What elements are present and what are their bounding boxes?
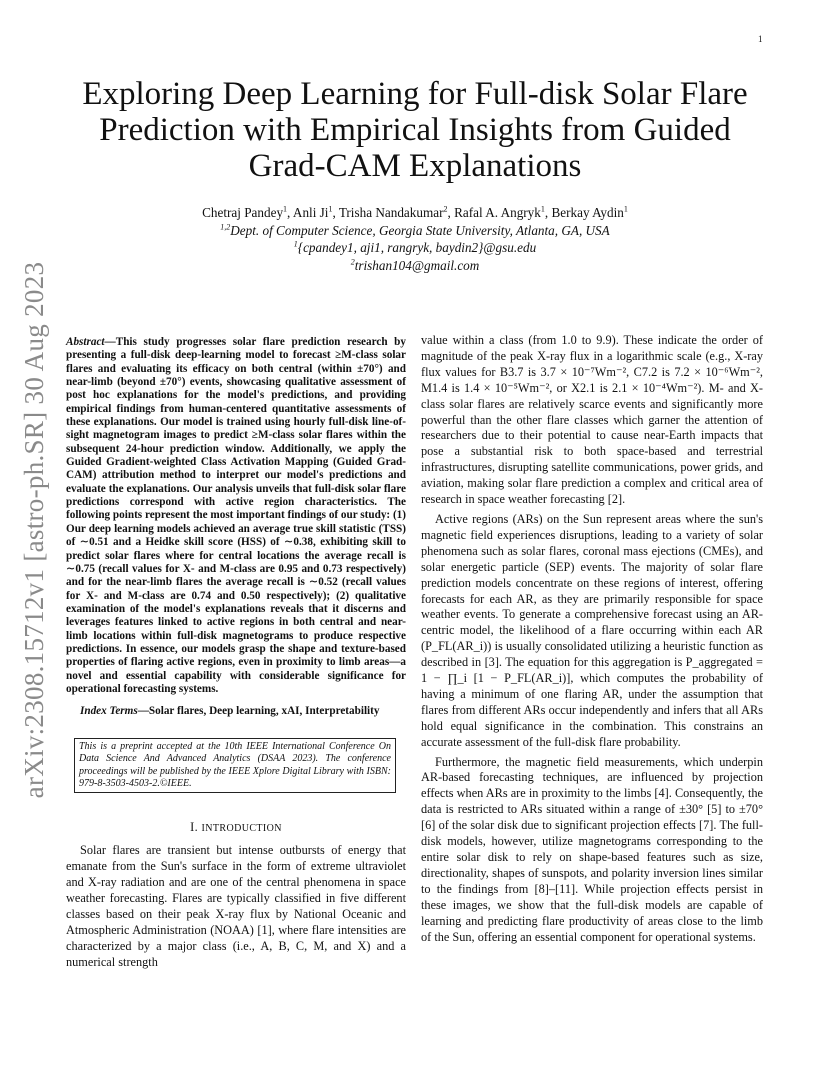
intro-paragraph-3: Furthermore, the magnetic field measurements, which underpin AR-based forecasting techniques, are influenced by projection effects when ARs are in proximity to the limbs [4]. Consequently, the data is restricted to ARs situated within a range of ±30° [5] to ±70° [6] of the solar disk due to significant projection effects [7]. The full-disk models, however, utilize magnetograms corresponding to the entire solar disk to rely on shape-based features such as size, directionality, shapes of sunspots, and polarity inversion lines similar to the findings from [8]–[11]. While projection effects persist in these images, we show that the full-disk models are capable of learning and predicting flare productivity of areas close to the limb of the Sun, offering an essential component for operational systems. <box>421 754 763 944</box>
section-number: I. <box>190 820 199 835</box>
index-terms-label: Index Terms <box>80 705 138 718</box>
author-affiliation-mark: 1 <box>623 204 628 214</box>
preprint-notice: This is a preprint accepted at the 10th IEEE International Conference On Data Science And Advanced Analytics (DSAA 2023). The conference proceedings will be published by the IEEE Xplore Digital Library with ISBN: 979-8-3503-4503-2.©IEEE. <box>74 738 396 794</box>
affiliation-line: $^{1,2}$Dept. of Computer Science, Georgia State University, Atlanta, GA, USA <box>220 222 610 238</box>
email-line-2: $^2$trishan104@gmail.com <box>350 257 480 273</box>
email-line-1: $^1${cpandey1, aji1, rangryk, baydin2}@gsu.edu <box>293 239 537 255</box>
author-name: Chetraj Pandey <box>202 205 284 220</box>
arxiv-stamp <box>4 260 60 800</box>
right-column <box>421 333 763 945</box>
section-heading <box>66 820 406 837</box>
section-title: INTRODUCTION <box>201 823 282 835</box>
intro-paragraph-1: Solar flares are transient but intense outbursts of energy that emanate from the Sun's surface in the form of extreme ultraviolet and X-ray radiation and are one of the central phenomena in space weather forecasting. Flares are typically classified in five different classes based on their peak X-ray flux by National Oceanic and Atmospheric Administration (NOAA) [1], where flare intensities are characterized by a major class (i.e., A, B, C, M, and X) and a numerical strength <box>66 843 406 969</box>
abstract-text: This study progresses solar flare prediction research by presenting a full-disk deep-learning model to forecast ≥M-class solar flares and evaluating its efficacy on both central (within ±70°) and near-limb (beyond ±70°) events, showcasing qualitative assessment of post hoc explanations for the model's predictions, and providing empirical findings from human-centered quantitative assessments of these explanations. Our model is trained using hourly full-disk line-of-sight magnetogram images to predict ≥M-class solar flares within the subsequent 24-hour prediction window. Additionally, we apply the Guided Gradient-weighted Class Activation Mapping (Guided Grad-CAM) attribution method to interpret our model's predictions and evaluate the explanations. Our analysis unveils that full-disk solar flare predictions correspond with active region characteristics. The following points represent the most important findings of our study: (1) Our deep learning models achieved an average true skill statistic (TSS) of ∼0.51 and a Heidke skill score (HSS) of ∼0.38, exhibiting skill to predict solar flares where for central locations the average recall is ∼0.75 (recall values for X- and M-class are 0.95 and 0.73 respectively) and for the near-limb flares the average recall is ∼0.52 (recall values for X- and M-class are 0.74 and 0.50 respectively); (2) qualitative examination of the model's explanations reveals that it discerns and leverages features linked to active regions in both central and near-limb locations within full-disk magnetograms to produce respective predictions. In essence, our models grasp the shape and texture-based properties of flaring active regions, even in proximity to limb areas—a novel and essential capability with considerable significance for operational forecasting systems. <box>66 336 406 695</box>
abstract-label: Abstract <box>66 336 105 348</box>
author-name: Rafal A. Angryk <box>454 205 541 220</box>
author-list: Chetraj Pandey$^1$, Anli Ji$^1$, Trisha Nandakumar$^2$, Rafal A. Angryk$^1$, Berkay Aydin$^1$ <box>202 204 628 220</box>
abstract: Abstract—This study progresses solar flare prediction research by presenting a full-disk deep-learning model to forecast ≥M-class solar flares and evaluating its efficacy on both central (within ±70°) and near-limb (beyond ±70°) events, showcasing qualitative assessment of post hoc explanations for the model's predictions, and providing empirical findings from human-centered quantitative assessments of these explanations. Our model is trained using hourly full-disk line-of-sight magnetogram images to predict ≥M-class solar flares within the subsequent 24-hour prediction window. Additionally, we apply the Guided Gradient-weighted Class Activation Mapping (Guided Grad-CAM) attribution method to interpret our model's predictions and evaluate the explanations. Our analysis unveils that full-disk solar flare predictions correspond with active region characteristics. The following points represent the most important findings of our study: (1) Our deep learning models achieved an average true skill statistic (TSS) of ∼0.51 and a Heidke skill score (HSS) of ∼0.38, exhibiting skill to predict solar flares where for central locations the average recall is ∼0.75 (recall values for X- and M-class are 0.95 and 0.73 respectively) and for the near-limb flares the average recall is ∼0.52 (recall values for X- and M-class are 0.74 and 0.50 respectively); (2) qualitative examination of the model's explanations reveals that it discerns and leverages features linked to active regions in both central and near-limb locations within full-disk magnetograms to produce respective predictions. In essence, our models grasp the shape and texture-based properties of flaring active regions, even in proximity to limb areas—a novel and essential capability with considerable significance for operational forecasting systems. <box>66 336 406 695</box>
author-block <box>70 204 760 274</box>
index-terms-text: Solar flares, Deep learning, xAI, Interpretability <box>148 705 380 718</box>
left-column <box>66 336 406 970</box>
paper-title: Exploring Deep Learning for Full-disk Solar Flare Prediction with Empirical Insights from Guided Grad-CAM Explanations <box>82 76 748 184</box>
author-affiliation-mark: 1 <box>328 204 333 214</box>
author-name: Trisha Nandakumar <box>338 205 444 220</box>
author-affiliation-mark: 1 <box>540 204 545 214</box>
author-name: Anli Ji <box>292 205 329 220</box>
arxiv-stamp-text: arXiv:2308.15712v1 [astro-ph.SR] 30 Aug 2023 <box>18 261 49 799</box>
author-affiliation-mark: 1 <box>283 204 288 214</box>
index-terms: Index Terms—Solar flares, Deep learning, xAI, Interpretability <box>80 705 380 718</box>
author-name: Berkay Aydin <box>551 205 624 220</box>
intro-paragraph-1-continued: value within a class (from 1.0 to 9.9). These indicate the order of magnitude of the peak X-ray flux in a logarithmic scale (e.g., X-ray flux values for B3.7 is 3.7 × 10⁻⁷Wm⁻², C7.2 is 7.2 × 10⁻⁶Wm⁻², M1.4 is 1.4 × 10⁻⁵Wm⁻², or X2.1 is 2.1 × 10⁻⁴Wm⁻²). M- and X-class solar flares are relatively scarce events and significantly more powerful than the other flare classes which garner the attention of researchers due to their potential to cause near-Earth impacts that pose a substantial risk to both space-based and terrestrial infrastructures, disrupting satellite communications, power grids, and aviation, making solar flare prediction a complex and critical area of research in space weather forecasting [2]. <box>421 333 763 507</box>
intro-paragraph-2: Active regions (ARs) on the Sun represent areas where the sun's magnetic field experiences disruptions, leading to a variety of solar phenomena such as solar flares, coronal mass ejections (CMEs), and solar energetic particle (SEP) events. The majority of solar flare prediction models concentrate on these regions of interest, offering forecasts for each AR, as they are primarily responsible for space weather events. To generate a comprehensive forecast using an AR-centric model, the likelihood of a flare occurring within each AR (P_FL(AR_i)) is usually consolidated utilizing a heuristic function as described in [3]. The equation for this aggregation is P_aggregated = 1 − ∏_i [1 − P_FL(AR_i)], which computes the probability of having a minimum of one flaring AR, under the assumption that flares from different ARs occur independently and infers that all ARs hold equal significance in the combination. This constrains an accurate assessment of the full-disk flare probability. <box>421 511 763 749</box>
author-affiliation-mark: 2 <box>443 204 448 214</box>
page-number: 1 <box>758 34 763 44</box>
